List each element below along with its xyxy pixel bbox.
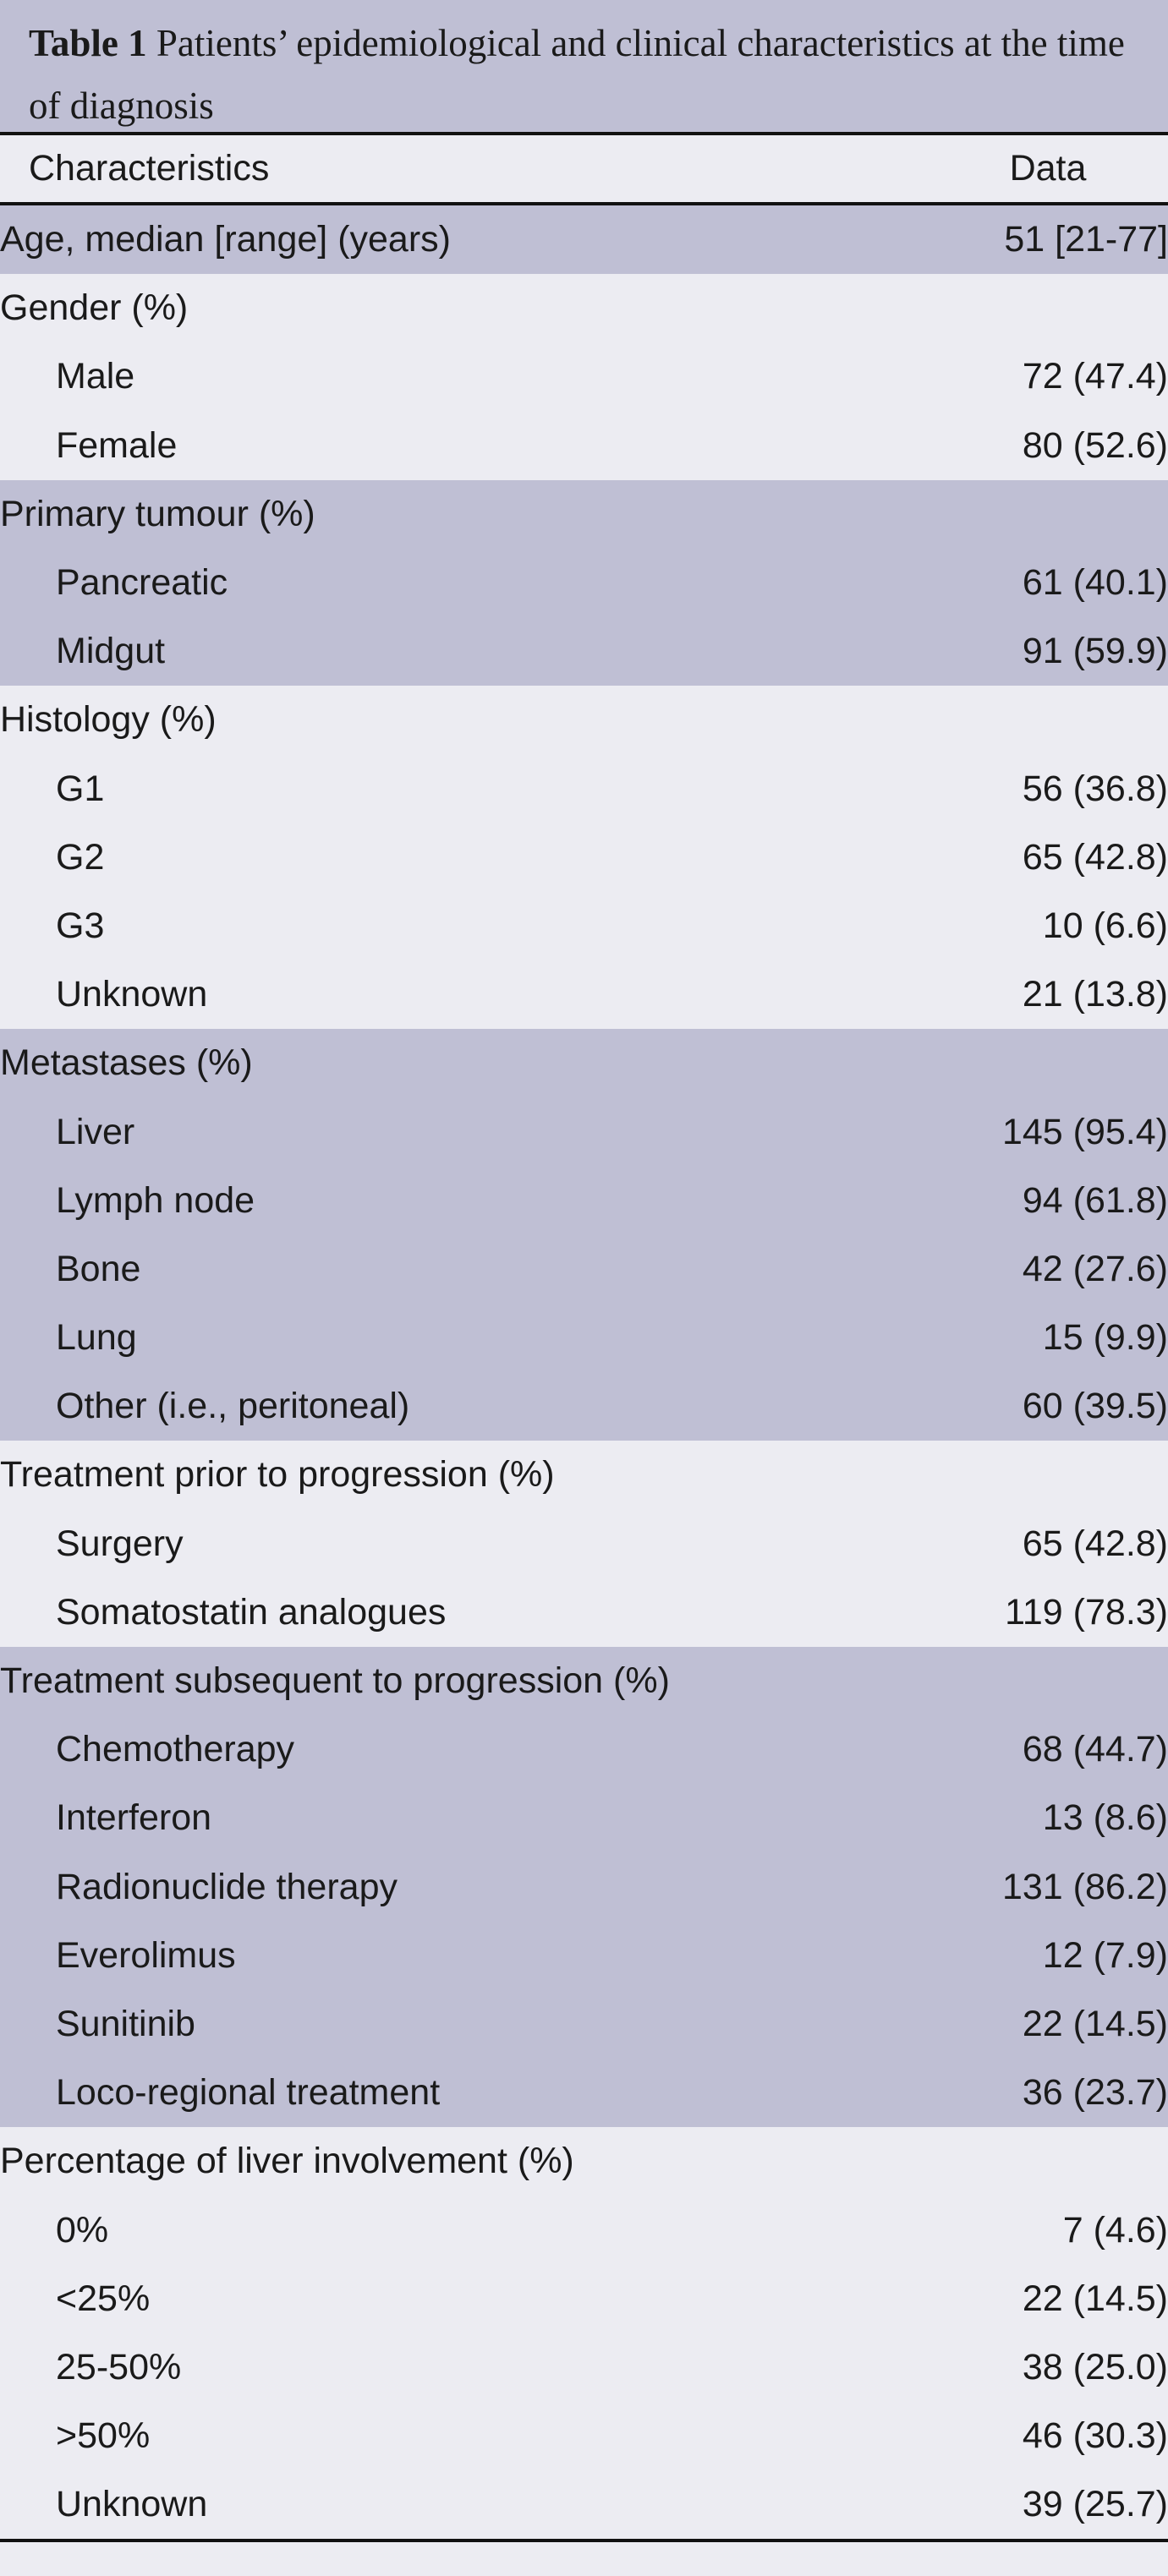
table-section-row bbox=[0, 2127, 1168, 2196]
row-value: 65 (42.8) bbox=[830, 823, 1168, 892]
table-row bbox=[0, 2059, 1168, 2127]
table-section-row bbox=[0, 480, 1168, 549]
row-value: 42 (27.6) bbox=[830, 1235, 1168, 1304]
table-section-row bbox=[0, 205, 1168, 274]
page-footer-space bbox=[0, 2542, 1168, 2576]
row-label: Sunitinib bbox=[0, 1990, 830, 2059]
row-value: 91 (59.9) bbox=[830, 617, 1168, 686]
table-header bbox=[0, 135, 1168, 202]
row-label: Radionuclide therapy bbox=[0, 1853, 830, 1922]
table-row bbox=[0, 1510, 1168, 1578]
table-section-row bbox=[0, 1441, 1168, 1509]
table-row bbox=[0, 1784, 1168, 1852]
row-label: G2 bbox=[0, 823, 830, 892]
table-body bbox=[0, 205, 1168, 2539]
row-value: 56 (36.8) bbox=[830, 755, 1168, 823]
table-row bbox=[0, 960, 1168, 1029]
table-row bbox=[0, 2265, 1168, 2333]
table-section-row bbox=[0, 1029, 1168, 1097]
row-label: G3 bbox=[0, 892, 830, 960]
row-label: Male bbox=[0, 342, 830, 411]
row-value: 21 (13.8) bbox=[830, 960, 1168, 1029]
row-value: 36 (23.7) bbox=[830, 2059, 1168, 2127]
table-row bbox=[0, 1853, 1168, 1922]
row-label: 25-50% bbox=[0, 2333, 830, 2402]
row-value: 145 (95.4) bbox=[830, 1097, 1168, 1166]
row-value: 46 (30.3) bbox=[830, 2402, 1168, 2470]
table-row bbox=[0, 1990, 1168, 2059]
table-caption-text: Patients’ epidemiological and clinical characteristics at the time of diagnosis bbox=[29, 22, 1125, 127]
row-label: Loco-regional treatment bbox=[0, 2059, 830, 2127]
row-value: 68 (44.7) bbox=[830, 1715, 1168, 1784]
row-label: Surgery bbox=[0, 1510, 830, 1578]
header-data: Data bbox=[1009, 148, 1087, 189]
row-label: <25% bbox=[0, 2265, 830, 2333]
row-value: 94 (61.8) bbox=[830, 1167, 1168, 1235]
row-label: Female bbox=[0, 412, 830, 480]
row-value: 38 (25.0) bbox=[830, 2333, 1168, 2402]
row-label: G1 bbox=[0, 755, 830, 823]
row-label: Unknown bbox=[0, 960, 830, 1029]
section-label: Age, median [range] (years) bbox=[0, 205, 830, 274]
table-caption bbox=[0, 0, 1168, 132]
row-label: >50% bbox=[0, 2402, 830, 2470]
row-value: 80 (52.6) bbox=[830, 412, 1168, 480]
header-characteristics: Characteristics bbox=[29, 148, 270, 189]
section-label: Metastases (%) bbox=[0, 1029, 830, 1097]
table-row bbox=[0, 1097, 1168, 1166]
table-row bbox=[0, 1578, 1168, 1647]
row-label: Interferon bbox=[0, 1784, 830, 1852]
row-value bbox=[830, 2127, 1168, 2196]
section-label: Primary tumour (%) bbox=[0, 480, 830, 549]
table-caption-label: Table 1 bbox=[29, 22, 147, 64]
table-row bbox=[0, 549, 1168, 617]
table-row bbox=[0, 1167, 1168, 1235]
row-value: 22 (14.5) bbox=[830, 2265, 1168, 2333]
row-value bbox=[830, 480, 1168, 549]
row-value bbox=[830, 1029, 1168, 1097]
row-value: 65 (42.8) bbox=[830, 1510, 1168, 1578]
table-row bbox=[0, 1304, 1168, 1372]
table-row bbox=[0, 1715, 1168, 1784]
row-label: Bone bbox=[0, 1235, 830, 1304]
table-row bbox=[0, 1922, 1168, 1990]
row-value: 131 (86.2) bbox=[830, 1853, 1168, 1922]
row-value: 13 (8.6) bbox=[830, 1784, 1168, 1852]
table-row bbox=[0, 617, 1168, 686]
section-label: Treatment subsequent to progression (%) bbox=[0, 1647, 830, 1715]
row-label: Somatostatin analogues bbox=[0, 1578, 830, 1647]
table-section-row bbox=[0, 274, 1168, 342]
row-label: Lymph node bbox=[0, 1167, 830, 1235]
row-value: 60 (39.5) bbox=[830, 1372, 1168, 1441]
row-value: 10 (6.6) bbox=[830, 892, 1168, 960]
section-label: Percentage of liver involvement (%) bbox=[0, 2127, 830, 2196]
table-row bbox=[0, 823, 1168, 892]
table-section-row bbox=[0, 1647, 1168, 1715]
table-section-row bbox=[0, 686, 1168, 754]
table-row bbox=[0, 342, 1168, 411]
row-value: 119 (78.3) bbox=[830, 1578, 1168, 1647]
section-label: Treatment prior to progression (%) bbox=[0, 1441, 830, 1509]
row-value bbox=[830, 274, 1168, 342]
table-row bbox=[0, 412, 1168, 480]
table-row bbox=[0, 892, 1168, 960]
section-label: Gender (%) bbox=[0, 274, 830, 342]
table-row bbox=[0, 755, 1168, 823]
table-row bbox=[0, 1235, 1168, 1304]
row-value: 7 (4.6) bbox=[830, 2196, 1168, 2264]
row-label: Chemotherapy bbox=[0, 1715, 830, 1784]
row-label: Unknown bbox=[0, 2470, 830, 2539]
row-label: Liver bbox=[0, 1097, 830, 1166]
row-label: 0% bbox=[0, 2196, 830, 2264]
row-label: Other (i.e., peritoneal) bbox=[0, 1372, 830, 1441]
row-value: 39 (25.7) bbox=[830, 2470, 1168, 2539]
row-value bbox=[830, 686, 1168, 754]
table-row bbox=[0, 2470, 1168, 2539]
row-label: Lung bbox=[0, 1304, 830, 1372]
row-value: 51 [21-77] bbox=[830, 205, 1168, 274]
row-label: Pancreatic bbox=[0, 549, 830, 617]
row-value: 15 (9.9) bbox=[830, 1304, 1168, 1372]
table-row bbox=[0, 2333, 1168, 2402]
characteristics-table bbox=[0, 205, 1168, 2539]
row-value bbox=[830, 1647, 1168, 1715]
table-row bbox=[0, 2402, 1168, 2470]
row-value: 12 (7.9) bbox=[830, 1922, 1168, 1990]
section-label: Histology (%) bbox=[0, 686, 830, 754]
row-value: 72 (47.4) bbox=[830, 342, 1168, 411]
table-row bbox=[0, 1372, 1168, 1441]
row-value bbox=[830, 1441, 1168, 1509]
row-value: 22 (14.5) bbox=[830, 1990, 1168, 2059]
row-label: Midgut bbox=[0, 617, 830, 686]
row-value: 61 (40.1) bbox=[830, 549, 1168, 617]
table-row bbox=[0, 2196, 1168, 2264]
row-label: Everolimus bbox=[0, 1922, 830, 1990]
